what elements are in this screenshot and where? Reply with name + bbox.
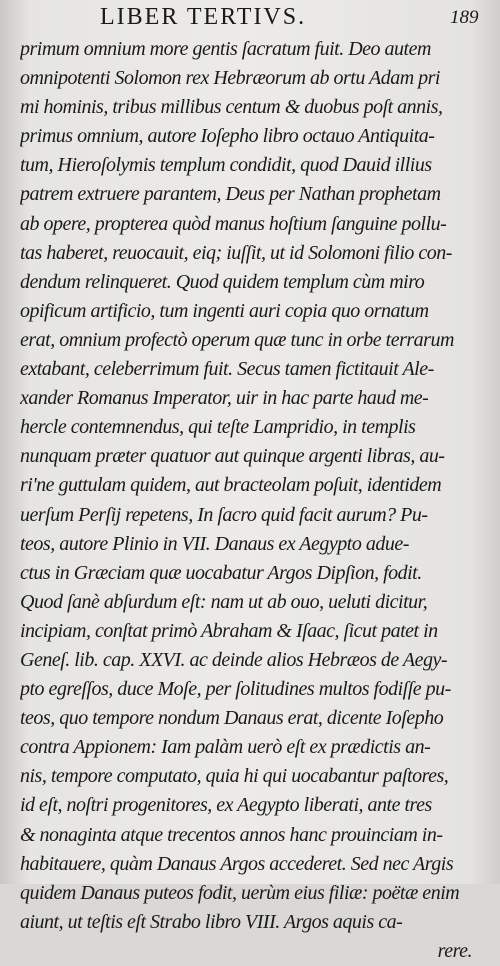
text-line: opificum artificio, tum ingenti auri copia quo ornatum [20,299,429,322]
text-line: Geneſ. lib. cap. XXVI. ac deinde alios Hebræos de Aegy- [20,648,448,671]
text-line: uerſum Perſij repetens, In ſacro quid facit aurum? Pu- [20,503,428,526]
text-line: & nonaginta atque trecentos annos hanc prouinciam in- [20,823,443,846]
page-number: 189 [450,7,479,28]
text-line: omnipotenti Solomon rex Hebræorum ab ortu Adam pri [20,67,440,90]
text-line: tum, Hieroſolymis templum condidit, quod Dauid illius [20,154,432,177]
text-line: teos, quo tempore nondum Danaus erat, dicente Ioſepho [20,707,444,730]
text-line: incipiam, conſtat primò Abraham & Iſaac, ſicut patet in [20,619,438,642]
text-line: ab opere, propterea quòd manus hoſtium ſanguine pollu- [20,212,447,235]
text-block [20,35,488,966]
text-line: quidem Danaus puteos fodit, uerùm eius filiæ: poëtæ enim [20,881,460,904]
text-line: teos, autore Plinio in VII. Danaus ex Aegypto adue- [20,532,409,555]
text-line: primum omnium more gentis ſacratum fuit. Deo autem [20,38,431,60]
text-line: aiunt, ut teſtis eſt Strabo libro VIII. Argos aquis ca- [20,910,403,933]
running-head: LIBER TERTIVS. [100,4,307,30]
text-line: erat, omnium profectò operum quæ tunc in orbe terrarum [20,328,454,351]
text-line: primus omnium, autore Ioſepho libro octauo Antiquita- [20,125,435,148]
text-line: dendum relinqueret. Quod quidem templum cùm miro [20,270,425,293]
text-line: pto egreſſos, duce Moſe, per ſolitudines multos fodiſſe pu- [20,678,451,701]
text-line: rere. [437,939,472,962]
text-line: tas haberet, reuocauit, eiq; iuſſit, ut id Solomoni filio con- [20,241,452,264]
text-line: hercle contemnendus, qui teſte Lampridio, in templis [20,416,416,439]
page-header [0,4,500,34]
text-line: ctus in Græciam quæ uocabatur Argos Dipſion, fodit. [20,561,422,584]
text-line: id eſt, noſtri progenitores, ex Aegypto liberati, ante tres [20,794,432,817]
text-line: nis, tempore computato, quia hi qui uocabantur paſtores, [20,765,449,788]
text-line: patrem extruere parantem, Deus per Nathan prophetam [20,183,441,206]
text-line: extabant, celeberrimum fuit. Secus tamen fictitauit Ale- [20,358,434,381]
text-line: habitauere, quàm Danaus Argos accederet. Sed nec Argis [20,852,454,875]
text-line: contra Appionem: Iam palàm uerò eſt ex prædictis an- [20,736,431,759]
text-line: mi hominis, tribus millibus centum & duobus poſt annis, [20,96,443,119]
text-line: nunquam præter quatuor aut quinque argenti libras, au- [20,445,445,468]
text-line: Quod ſanè abſurdum eſt: nam ut ab ouo, ueluti dicitur, [20,590,428,613]
text-line: ri'ne guttulam quidem, aut bracteolam poſuit, identidem [20,474,442,497]
text-line: xander Romanus Imperator, uir in hac parte haud me- [20,387,429,410]
